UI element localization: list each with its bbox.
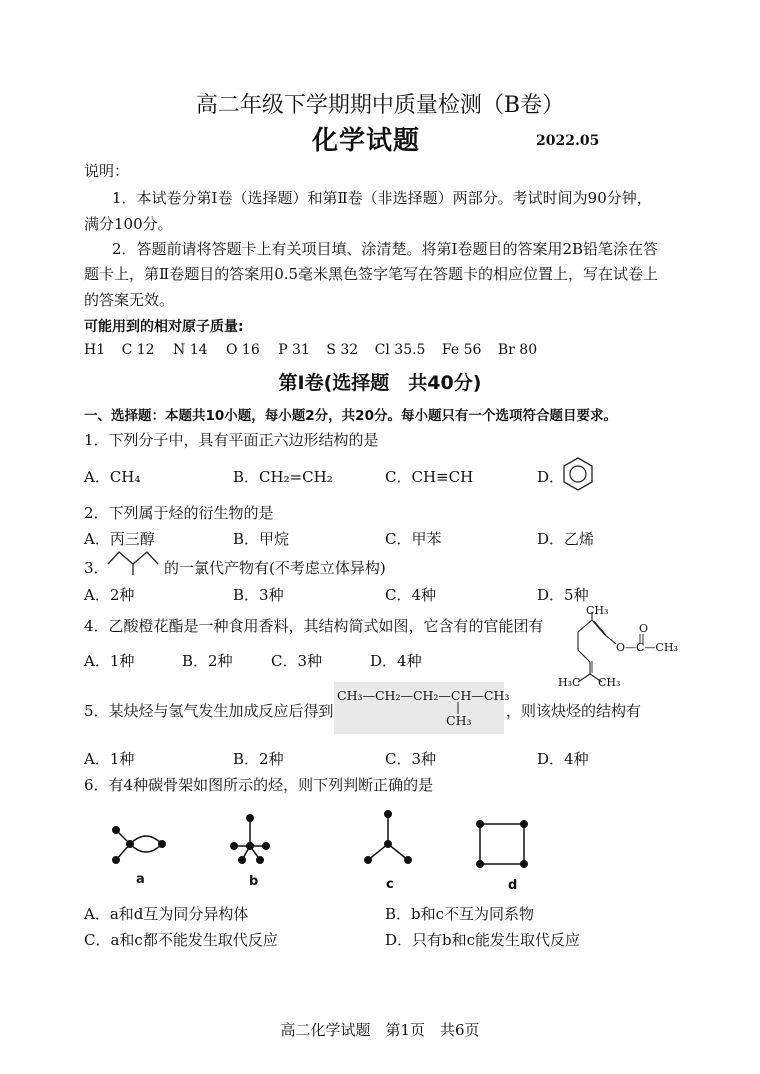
atomic-mass-list — [84, 342, 537, 358]
question-4-option-c: C．3种 — [271, 652, 323, 670]
question-1-option-a: A．CH₄ — [84, 468, 141, 486]
carbon-skeleton-b — [226, 812, 278, 868]
part-heading: 一、选择题：本题共10小题，每小题2分，共20分。每小题只有一个选项符合题目要求。 — [84, 408, 617, 424]
exam-date: 2022.05 — [536, 133, 600, 149]
question-3-number: 3． — [84, 559, 109, 577]
atomic-mass: Cl 35.5 — [374, 342, 426, 358]
question-2-option-b: B．甲烷 — [233, 530, 290, 548]
page-footer: 高二化学试题 第1页 共6页 — [280, 1021, 480, 1039]
q5-main-chain: CH₃—CH₂—CH₂—CH—CH₃ — [337, 688, 510, 703]
question-2-option-c: C．甲苯 — [385, 530, 442, 548]
q5-branch: CH₃ — [446, 713, 472, 728]
question-1-option-c: C．CH≡CH — [385, 468, 474, 486]
question-1-option-d: D． — [537, 468, 565, 486]
question-6-option-a: A．a和d互为同分异构体 — [84, 905, 249, 923]
section-title: 第Ⅰ卷(选择题 共40分) — [278, 372, 482, 394]
atomic-mass: S 32 — [326, 342, 359, 358]
atomic-mass: O 16 — [225, 342, 260, 358]
q4-h3c: H₃C — [558, 676, 581, 689]
carbon-skeleton-a — [108, 822, 172, 868]
question-4-option-b: B．2种 — [182, 652, 233, 670]
question-5-option-d: D．4种 — [537, 750, 589, 768]
subject-title: 化学试题 — [312, 126, 421, 156]
q4-ch3-top: CH₃ — [586, 604, 609, 617]
benzene-ring-icon — [562, 456, 594, 492]
atomic-mass-heading: 可能用到的相对原子质量: — [84, 319, 244, 335]
question-3-option-a: A．2种 — [84, 586, 135, 604]
question-3-option-b: B．3种 — [233, 586, 284, 604]
skeleton-label-d: d — [508, 878, 518, 893]
instructions-heading: 说明： — [84, 162, 130, 180]
exam-title: 高二年级下学期期中质量检测（B卷） — [195, 93, 565, 118]
q4-carbonyl-o: O — [639, 622, 649, 635]
skeleton-label-a: a — [136, 872, 145, 887]
question-3-stem: 的一氯代产物有(不考虑立体异构) — [164, 559, 386, 577]
question-1-option-b: B．CH₂=CH₂ — [233, 468, 333, 486]
q4-ester-group: O—C—CH₃ — [616, 641, 678, 654]
skeletal-structure-icon — [106, 548, 160, 576]
question-2-stem: 2．下列属于烃的衍生物的是 — [84, 504, 274, 522]
atomic-mass: C 12 — [121, 342, 155, 358]
question-3-option-d: D．5种 — [537, 586, 589, 604]
question-5-stem-prefix: 5．某炔烃与氢气发生加成反应后得到 — [84, 702, 334, 720]
instruction-2-line1: 2．答题前请将答题卡上有关项目填、涂清楚。将第Ⅰ卷题目的答案用2B铅笔涂在答 — [112, 240, 659, 258]
question-4-option-a: A．1种 — [84, 652, 135, 670]
atomic-mass: Fe 56 — [441, 342, 482, 358]
atomic-mass: N 14 — [173, 342, 208, 358]
question-6-option-c: C．a和c都不能发生取代反应 — [84, 931, 278, 949]
question-4-stem: 4．乙酸橙花酯是一种食用香料，其结构简式如图，它含有的官能团有 — [84, 617, 544, 635]
atomic-mass: Br 80 — [497, 342, 538, 358]
question-5-option-a: A．1种 — [84, 750, 135, 768]
question-2-option-a: A．丙三醇 — [84, 530, 155, 548]
q4-ch3-bottom: CH₃ — [598, 676, 621, 689]
instruction-1-line2: 满分100分。 — [84, 215, 173, 233]
instruction-2-line3: 的答案无效。 — [84, 291, 175, 309]
question-6-option-b: B．b和c不互为同系物 — [385, 905, 535, 923]
question-5-option-b: B．2种 — [233, 750, 284, 768]
instruction-1-line1: 1．本试卷分第Ⅰ卷（选择题）和第Ⅱ卷（非选择题）两部分。考试时间为90分钟， — [112, 189, 652, 207]
instruction-2-line2: 题卡上，第Ⅱ卷题目的答案用0.5毫米黑色签字笔写在答题卡的相应位置上，写在试卷上 — [84, 265, 659, 283]
atomic-mass: H1 — [84, 342, 106, 358]
carbon-skeleton-d — [472, 818, 532, 870]
question-4-option-d: D．4种 — [370, 652, 422, 670]
question-6-option-d: D．只有b和c能发生取代反应 — [385, 931, 581, 949]
question-6-stem: 6．有4种碳骨架如图所示的烃，则下列判断正确的是 — [84, 776, 434, 794]
question-5-stem-suffix: ，则该炔烃的结构有 — [506, 702, 642, 720]
skeleton-label-b: b — [249, 874, 259, 889]
question-3-option-c: C．4种 — [385, 586, 437, 604]
carbon-skeleton-c — [360, 808, 418, 868]
question-2-option-d: D．乙烯 — [537, 530, 595, 548]
atomic-mass: P 31 — [278, 342, 310, 358]
skeleton-label-c: c — [386, 877, 394, 892]
question-1-stem: 1．下列分子中，具有平面正六边形结构的是 — [84, 431, 379, 449]
question-5-option-c: C．3种 — [385, 750, 437, 768]
